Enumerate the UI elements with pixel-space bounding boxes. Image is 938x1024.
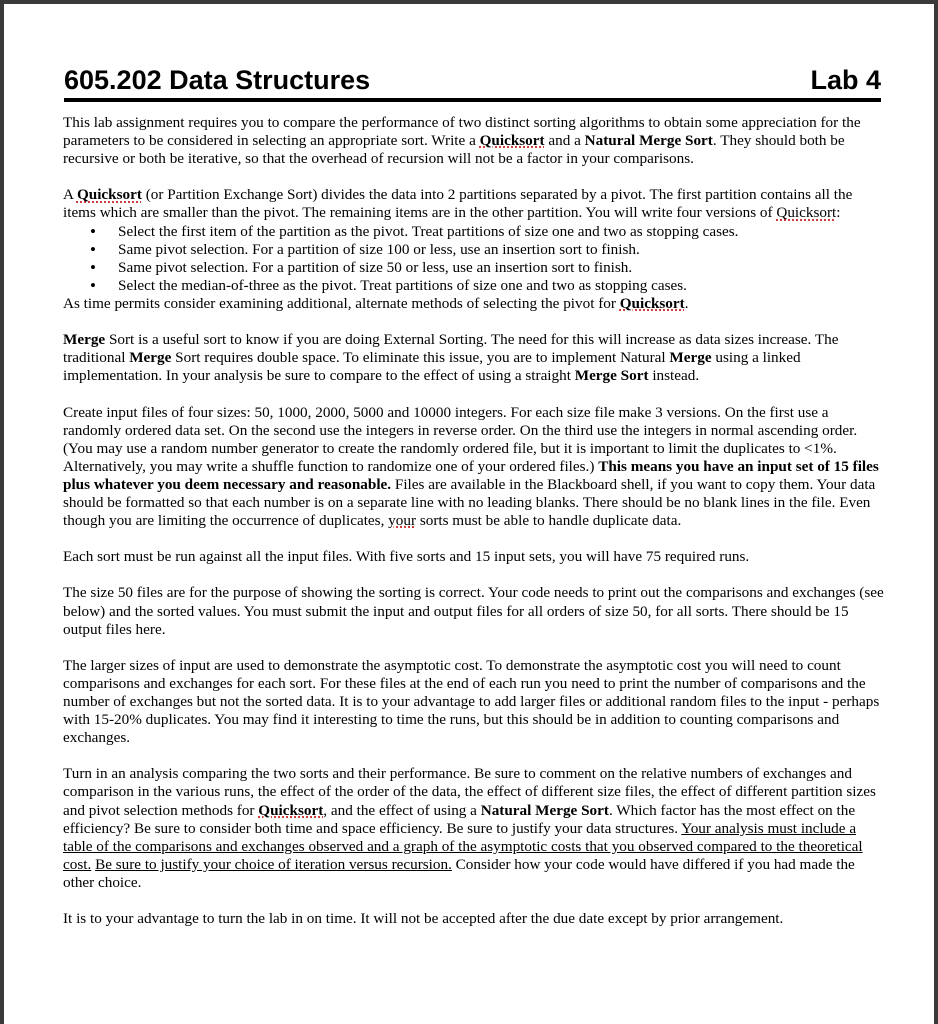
analysis-paragraph: Turn in an analysis comparing the two sorts and their performance. Be sure to comment on the relative numbers of exchanges and comparison in the various runs, the effect of the order of the data, the effect of different size files, the effect of different partition sizes and pivot selection methods for Quicksort, and the effect of using a Natural Merge Sort. Which factor has the most effect on the efficiency? Be sure to consider both time and space efficiency. Be sure to justify your data structures. Your analysis must include a table of the comparisons and exchanges observed and a graph of the asymptotic costs that you observed compared to the theoretical cost. Be sure to justify your choice of iteration versus recursion. Consider how your code would have differed if you had made the other choice. bbox=[63, 765, 876, 891]
merge-paragraph: Merge Sort is a useful sort to know if you are doing External Sorting. The need for this will increase as data sizes increase. The traditional Merge Sort requires double space. To eliminate this issue, you are to implement Natural Merge using a linked implementation. In your analysis be sure to compare to the effect of using a straight Merge Sort instead. bbox=[63, 331, 839, 385]
page-header bbox=[64, 56, 881, 102]
asymptotic-paragraph: The larger sizes of input are used to demonstrate the asymptotic cost. To demonstrate the asymptotic cost you will need to count comparisons and exchanges for each sort. For these files at the end of each run you need to print the number of comparisons and the number of exchanges but not the sorted data. It is to your advantage to add larger files or additional random files to the input - perhaps with 15-20% duplicates. You may find it interesting to time the runs, but this should be in addition to counting comparisons and exchanges. bbox=[63, 656, 880, 747]
deadline-paragraph: It is to your advantage to turn the lab in on time. It will not be accepted after the due date except by prior arrangement. bbox=[63, 910, 784, 928]
input-files-paragraph: Create input files of four sizes: 50, 1000, 2000, 5000 and 10000 integers. For each size file make 3 versions. On the first use a randomly ordered data set. On the second use the integers in reverse order. On the third use the integers in normal ascending order. (You may use a random number generator to create the randomly ordered file, but it is important to limit the duplicates to <1%. Alternatively, you may write a shuffle function to randomize one of your ordered files.) This means you have an input set of 15 files plus whatever you deem necessary and reasonable. Files are available in the Blackboard shell, if you want to copy them. Your data should be formatted so that each number is on a separate line with no leading blanks. There should be no blank lines in the file. Even though you are limiting the occurrence of duplicates, your sorts must be able to handle duplicate data. bbox=[63, 403, 879, 530]
lab-label: Lab 4 bbox=[810, 65, 881, 95]
list-item: • Select the median-of-three as the pivot. Treat partitions of size one and two as stopping cases. bbox=[90, 277, 889, 295]
list-item: • Same pivot selection. For a partition of size 100 or less, use an insertion sort to finish. bbox=[90, 241, 889, 259]
list-item: • Same pivot selection. For a partition of size 50 or less, use an insertion sort to finish. bbox=[90, 259, 889, 277]
list-item: • Select the first item of the partition as the pivot. Treat partitions of size one and two as stopping cases. bbox=[90, 223, 889, 241]
course-title: 605.202 Data Structures bbox=[64, 65, 371, 95]
quicksort-paragraph: A Quicksort (or Partition Exchange Sort) divides the data into 2 partitions separated by a pivot. The first partition contains all the items which are smaller than the pivot. The remaining items are in the other partition. You will write four versions of Quicksort: bbox=[63, 186, 853, 222]
intro-paragraph: This lab assignment requires you to compare the performance of two distinct sorting algorithms to obtain some appreciation for the parameters to be considered in selecting an appropriate sort. Write a Quicksort and a Natural Merge Sort. They should both be recursive or both be iterative, so that the overhead of recursion will not be a factor in your comparisons. bbox=[63, 114, 861, 168]
quicksort-versions-list bbox=[63, 223, 889, 295]
size-50-paragraph: The size 50 files are for the purpose of showing the sorting is correct. Your code needs to print out the comparisons and exchanges (see below) and the sorted values. You must submit the input and output files for all orders of size 50, for all sorts. There should be 15 output files here. bbox=[63, 584, 884, 638]
document-page bbox=[4, 4, 934, 1024]
runs-paragraph: Each sort must be run against all the input files. With five sorts and 15 input sets, you will have 75 required runs. bbox=[63, 548, 750, 566]
document-body bbox=[63, 114, 889, 946]
pivot-note: As time permits consider examining additional, alternate methods of selecting the pivot for Quicksort. bbox=[63, 294, 689, 312]
